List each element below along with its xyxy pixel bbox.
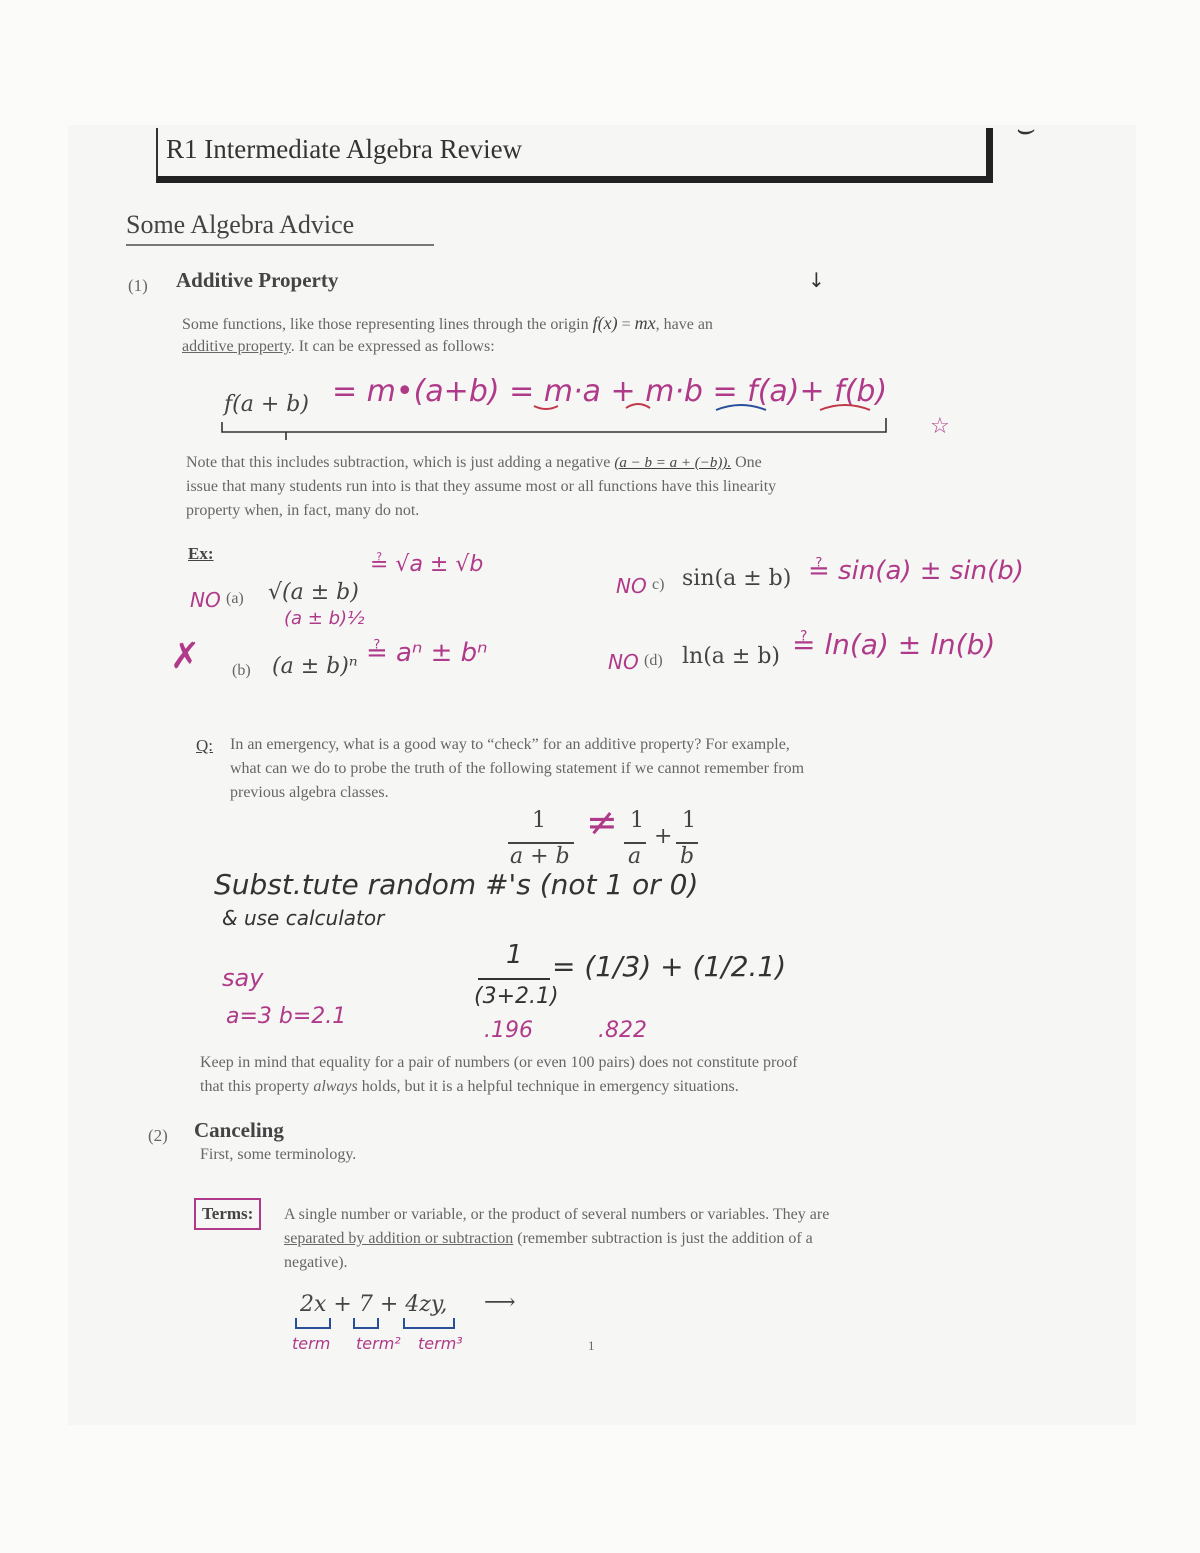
- formula-bracket: [216, 396, 896, 446]
- have-an-text: , have an: [655, 316, 713, 333]
- fx-symbol: f(x): [592, 313, 618, 333]
- example-b-label: (b): [232, 662, 251, 679]
- star-mark: ☆: [930, 414, 950, 439]
- section-underline: [126, 244, 434, 246]
- ex-label: Ex:: [188, 544, 214, 563]
- hand-bar: [478, 978, 550, 980]
- margin-mark: ⌣: [1014, 112, 1034, 147]
- intro-line2-rest: . It can be expressed as follows:: [290, 338, 495, 355]
- hand-values: a=3 b=2.1: [226, 1004, 347, 1029]
- example-d-expr: ln(a ± b): [682, 644, 780, 669]
- formula-handwritten: = m•(a+b) = m·a + m·b = f(a)+ f(b): [332, 374, 888, 409]
- terms-label: Terms:: [194, 1198, 261, 1230]
- terms-line1: A single number or variable, or the product of several numbers or variables. They are: [284, 1206, 830, 1223]
- hand-result1: .196: [484, 1018, 533, 1043]
- terms-line3: negative).: [284, 1254, 348, 1271]
- example-b-hand: ≟ aⁿ ± bⁿ: [366, 638, 488, 668]
- terms-separated: separated by addition or subtraction: [284, 1230, 514, 1247]
- example-a-mark: NO: [190, 588, 221, 612]
- keep-line1: Keep in mind that equality for a pair of numbers (or even 100 pairs) does not constitute proof: [200, 1054, 798, 1071]
- hand-substitute: Subst.tute random #'s (not 1 or 0): [214, 868, 699, 901]
- keep-line2: [200, 1074, 739, 1100]
- example-a-hand2: (a ± b)½: [284, 608, 365, 629]
- term-label-1: term: [292, 1334, 331, 1353]
- hand-result2: .822: [598, 1018, 647, 1043]
- terms-arrow: ⟶: [484, 1290, 516, 1315]
- note-line1: [186, 450, 762, 476]
- frac-b-den: b: [680, 844, 695, 869]
- example-c-hand: ≟ sin(a) ± sin(b): [808, 556, 1024, 586]
- frac-num: 1: [532, 808, 546, 833]
- page-title: R1 Intermediate Algebra Review: [166, 134, 523, 164]
- item2-sub: First, some terminology.: [200, 1146, 357, 1163]
- hand-den: (3+2.1): [474, 984, 559, 1009]
- item2-heading: Canceling: [194, 1118, 284, 1142]
- keep-text-b: holds, but it is a helpful technique in emergency situations.: [361, 1078, 739, 1095]
- terms-brackets: [292, 1314, 472, 1334]
- eq-symbol: =: [621, 316, 631, 333]
- additive-property-term: additive property: [182, 338, 291, 355]
- example-a-label: (a): [226, 590, 244, 607]
- example-a-expr: √(a ± b): [268, 580, 359, 605]
- example-d-hand: ≟ ln(a) ± ln(b): [792, 628, 996, 661]
- section-title: Some Algebra Advice: [126, 210, 355, 239]
- example-d-label: (d): [644, 652, 663, 669]
- example-c-mark: NO: [616, 574, 647, 598]
- frac-plus: +: [654, 824, 673, 849]
- item1-heading: Additive Property: [176, 268, 339, 292]
- example-b-expr: (a ± b)ⁿ: [272, 654, 358, 679]
- arrow-mark: ↓: [808, 268, 825, 292]
- hand-rhs: = (1/3) + (1/2.1): [552, 950, 787, 983]
- term-label-2: term²: [356, 1334, 401, 1353]
- example-c-label: c): [652, 576, 665, 593]
- item1-number: (1): [128, 276, 148, 295]
- example-c-expr: sin(a ± b): [682, 566, 792, 591]
- page-number: 1: [588, 1338, 595, 1353]
- intro-line2: [182, 334, 495, 360]
- frac-den: a + b: [510, 844, 570, 869]
- mx-symbol: mx: [634, 313, 656, 333]
- formula-lhs: f(a + b): [224, 392, 309, 417]
- note-line2: issue that many students run into is that they assume most or all functions have this linearity: [186, 478, 777, 495]
- frac-b-num: 1: [682, 808, 696, 833]
- hand-one: 1: [506, 940, 523, 970]
- example-b-mark: ✗: [170, 636, 201, 677]
- neq-mark: ≠: [586, 800, 618, 844]
- example-d-mark: NO: [608, 650, 639, 674]
- terms-line2: [284, 1226, 813, 1252]
- hand-calculator: & use calculator: [222, 906, 385, 930]
- hand-say: say: [222, 964, 264, 992]
- frac-a-den: a: [628, 844, 642, 869]
- keep-always: always: [313, 1078, 358, 1095]
- q-line1: In an emergency, what is a good way to “check” for an additive property? For example,: [230, 736, 790, 753]
- terms-line2-rest: (remember subtraction is just the addition of a: [517, 1230, 813, 1247]
- note-one: One: [735, 454, 762, 471]
- q-label: Q:: [196, 736, 213, 755]
- item2-number: (2): [148, 1126, 168, 1145]
- q-line2: what can we do to probe the truth of the following statement if we cannot remember from: [230, 760, 805, 777]
- note-text1: Note that this includes subtraction, which is just adding a negative: [186, 454, 611, 471]
- example-a-hand1: ≟ √a ± √b: [370, 552, 484, 577]
- keep-text-a: that this property: [200, 1078, 310, 1095]
- intro-text: Some functions, like those representing lines through the origin: [182, 316, 589, 333]
- q-line3: previous algebra classes.: [230, 784, 389, 801]
- note-paren: (a − b = a + (−b)).: [614, 455, 732, 471]
- terms-example-expr: 2x + 7 + 4zy,: [300, 1292, 448, 1317]
- term-label-3: term³: [418, 1334, 463, 1353]
- note-line3: property when, in fact, many do not.: [186, 502, 420, 519]
- frac-a-num: 1: [630, 808, 644, 833]
